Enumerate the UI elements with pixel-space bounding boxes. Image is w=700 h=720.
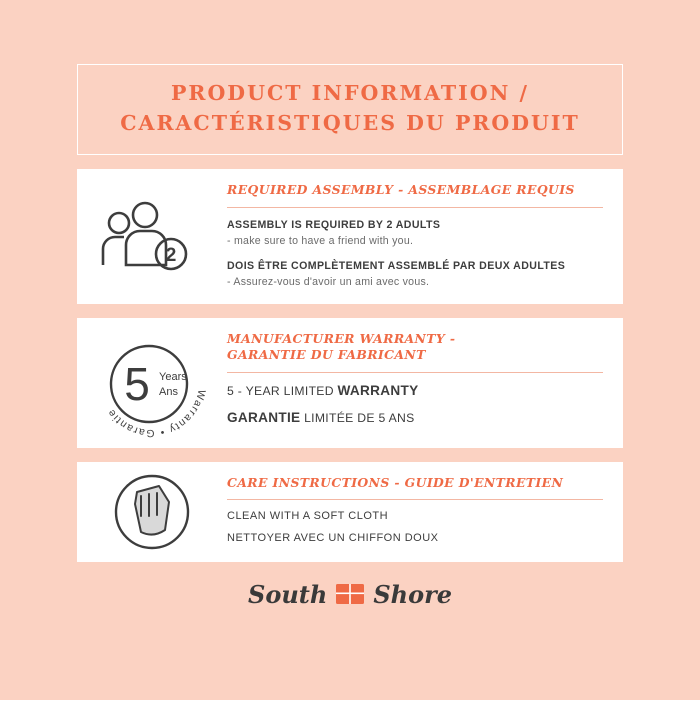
brand-name-right: Shore — [373, 579, 453, 609]
care-text-fr: NETTOYER AVEC UN CHIFFON DOUX — [227, 532, 439, 545]
warranty-ring-text: Warranty • Garantie — [104, 388, 208, 439]
warranty-statement-en — [227, 383, 603, 398]
poster-inner — [22, 64, 678, 720]
section-title-manufacturer-warranty — [227, 331, 603, 373]
warranty-statement-en-pre: 5 - YEAR LIMITED — [227, 384, 338, 399]
brand-name-left: South — [247, 579, 328, 609]
assembly-people-count: 2 — [165, 244, 177, 266]
warranty-title-line-1: MANUFACTURER WARRANTY - — [227, 330, 456, 346]
page-title-line-1: PRODUCT INFORMATION / — [171, 81, 529, 105]
section-card-required-assembly — [77, 169, 623, 303]
warranty-seal-icon — [77, 318, 227, 448]
page-title-line-2: CARACTÉRISTIQUES DU PRODUIT — [120, 110, 580, 135]
assembly-subtext-en: - make sure to have a friend with you. — [227, 235, 414, 248]
warranty-years-number: 5 — [124, 357, 150, 410]
dresser-icon — [335, 582, 365, 606]
cleaning-cloth-icon — [77, 462, 227, 562]
warranty-statement-fr-post: LIMITÉE DE 5 ANS — [300, 411, 415, 426]
section-title-care-instructions: CARE INSTRUCTIONS - GUIDE D'ENTRETIEN — [227, 475, 603, 501]
warranty-statement-fr-emphasis: GARANTIE — [227, 410, 301, 426]
header-box — [77, 64, 623, 155]
assembly-text-fr: DOIS ÊTRE COMPLÈTEMENT ASSEMBLÉ PAR DEUX ADULTES — [227, 259, 566, 272]
care-text-en: CLEAN WITH A SOFT CLOTH — [227, 510, 389, 523]
assembly-subtext-fr: - Assurez-vous d'avoir un ami avec vous. — [227, 275, 430, 288]
brand-logo — [22, 580, 678, 609]
warranty-statement-en-emphasis: WARRANTY — [337, 383, 419, 399]
section-card-manufacturer-warranty — [77, 318, 623, 448]
two-people-icon — [77, 169, 227, 303]
assembly-text-en: ASSEMBLY IS REQUIRED BY 2 ADULTS — [227, 219, 441, 232]
warranty-years-label-fr: Ans — [159, 385, 178, 398]
warranty-title-line-2: GARANTIE DU FABRICANT — [227, 347, 426, 363]
warranty-statement-fr — [227, 410, 603, 425]
section-body-manufacturer-warranty — [227, 318, 623, 448]
section-card-care-instructions — [77, 462, 623, 562]
warranty-years-label-en: Years — [159, 370, 187, 383]
section-body-required-assembly — [227, 169, 623, 303]
section-title-required-assembly: REQUIRED ASSEMBLY - ASSEMBLAGE REQUIS — [227, 182, 603, 208]
section-body-care-instructions — [227, 462, 623, 562]
